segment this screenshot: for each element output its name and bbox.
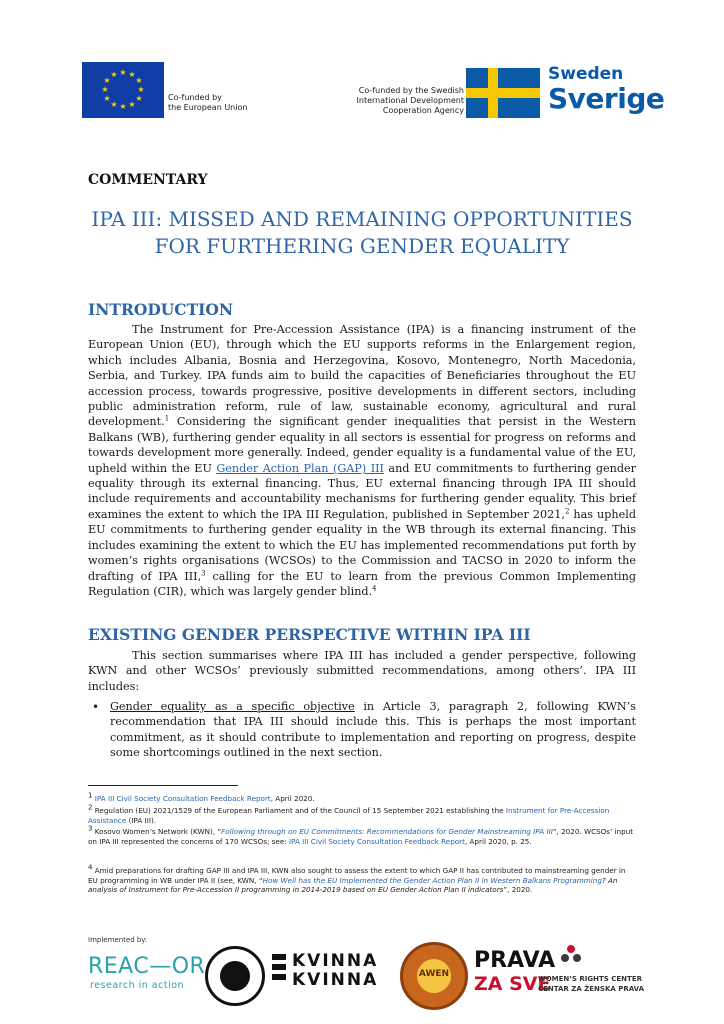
svg-text:★: ★ bbox=[135, 94, 143, 103]
footnote-2 bbox=[88, 803, 636, 825]
sverige-logo-text: Sverige bbox=[548, 82, 665, 115]
kvinna-logo-text: KVINNA bbox=[292, 970, 379, 990]
svg-text:★: ★ bbox=[119, 102, 127, 111]
svg-text:★: ★ bbox=[128, 100, 136, 109]
footnote-text: , April 2020. bbox=[270, 794, 315, 803]
footnote-4 bbox=[88, 863, 636, 895]
awen-logo bbox=[400, 942, 468, 1010]
footnote-number: 4 bbox=[88, 863, 93, 872]
za-sve-logo-text: ZA SVE bbox=[474, 973, 551, 995]
document-title bbox=[80, 206, 644, 260]
footnote-text: (IPA III). bbox=[126, 815, 157, 825]
svg-text:★: ★ bbox=[128, 70, 136, 79]
bullet-item bbox=[110, 699, 636, 761]
womens-rights-center-text: WOMEN’S RIGHTS CENTER bbox=[538, 975, 642, 983]
footnote-text: Kosovo Women’s Network (KWN), “ bbox=[92, 827, 222, 836]
footnote-1 bbox=[88, 791, 636, 804]
svg-text:★: ★ bbox=[103, 94, 111, 103]
footnote-text: ”, 2020. WCSOs’ input on IPA III represented the concerns of 170 WCSOs; see: bbox=[88, 827, 634, 846]
footnote-ref[interactable]: 3 bbox=[201, 568, 206, 577]
svg-text:★: ★ bbox=[119, 68, 127, 77]
section-heading-introduction: INTRODUCTION bbox=[88, 300, 234, 319]
footnote-3 bbox=[88, 824, 636, 846]
svg-text:★: ★ bbox=[137, 85, 145, 94]
footnote-number: 2 bbox=[88, 803, 93, 812]
eu-stars-icon bbox=[82, 62, 164, 118]
footnote-text: ”, 2020. bbox=[503, 885, 533, 895]
intro-text: calling for the EU to learn from the previous Common Implementing Regulation (CIR), which was largely gender blind. bbox=[88, 569, 637, 598]
intro-text: and EU commitments to furthering gender equality through its external financing. Thus, EU external financing through IPA III should include requirements and accountability mechanisms for furthering gender equality. This brief examines the extent to which the IPA III Regulation, published in September 2021, bbox=[88, 461, 636, 521]
footnote-link[interactable]: Following through on EU Commitments: Recommendations for Gender Mainstreaming IPA III bbox=[221, 827, 553, 836]
footnote-link[interactable]: Instrument for Pre-Accession Assistance bbox=[88, 806, 610, 825]
svg-text:★: ★ bbox=[110, 70, 118, 79]
svg-text:★: ★ bbox=[135, 76, 143, 85]
footnote-text: Amid preparations for drafting GAP III and IPA III, KWN also sought to assess the extent to which GAP II has contributed to mainstreaming gender in EU programming in WB under IPA II (see, KWN, “ bbox=[88, 866, 626, 885]
womens-rights-center-icon bbox=[560, 944, 582, 966]
title-line: IPA III: MISSED AND REMAINING OPPORTUNITIES bbox=[91, 207, 633, 231]
existing-paragraph bbox=[88, 648, 636, 694]
title-line: FOR FURTHERING GENDER EQUALITY bbox=[154, 234, 570, 258]
svg-text:★: ★ bbox=[110, 100, 118, 109]
kvinna-bars-icon bbox=[272, 954, 286, 988]
awen-logo-text: AWEN bbox=[418, 969, 450, 979]
eu-flag-logo bbox=[82, 62, 164, 118]
footnote-link[interactable]: IPA III Civil Society Consultation Feedback Report bbox=[94, 794, 271, 803]
intro-text: The Instrument for Pre-Accession Assistance (IPA) is a financing instrument of the European Union (EU), through which the EU supports reforms in the Enlargement region, which includes Albania, Bosnia and Herzegovina, Kosovo, Montenegro, North Macedonia, Serbia, and Turkey. IPA funds aim to build the capacities of Beneficiaries throughout the EU accession process, towards progressive, positive developments in different sectors, including public administration reform, rule of law, sustainable economy, agricultural and rural development. bbox=[88, 323, 636, 429]
footnote-text: ? An analysis of Instrument for Pre-Accession II programming in 2014-2019 based on EU Gender Action Plan II indicators bbox=[88, 875, 618, 895]
sweden-flag-logo bbox=[466, 68, 540, 118]
svg-text:★: ★ bbox=[103, 76, 111, 85]
eu-caption-line: Co-funded by bbox=[168, 93, 222, 102]
existing-text: This section summarises where IPA III has included a gender perspective, following KWN and other WCSOs’ previously submitted recommendations, among others’. IPA III includes: bbox=[88, 649, 636, 693]
gap-iii-link[interactable]: Gender Action Plan (GAP) III bbox=[216, 461, 384, 475]
eu-caption-line: the European Union bbox=[168, 103, 248, 112]
intro-text: Considering the significant gender inequalities that persist in the Western Balkans (WB), furthering gender equality in all sectors is essential for progress on reforms and towards development more generally. Indeed, gender equality is a fundamental value of the EU, upheld within the EU bbox=[88, 415, 636, 475]
kwn-fist-logo-icon bbox=[205, 946, 265, 1006]
footnote-divider bbox=[88, 785, 238, 786]
footnote-number: 1 bbox=[88, 791, 93, 800]
footnote-ref[interactable]: 1 bbox=[164, 414, 170, 423]
intro-paragraph bbox=[88, 322, 636, 599]
prava-logo-text: PRAVA bbox=[474, 948, 556, 973]
svg-text:★: ★ bbox=[101, 85, 109, 94]
bullet-emphasis: Gender equality as a specific objective bbox=[110, 700, 355, 713]
footnote-text: , April 2020, p. 25. bbox=[464, 836, 532, 846]
footnote-ref[interactable]: 4 bbox=[372, 584, 377, 593]
sweden-caption-line: Co-funded by the Swedish bbox=[358, 86, 464, 95]
footnote-text: Regulation (EU) 2021/1529 of the European Parliament and of the Council of 15 September 2021 establishing the bbox=[92, 806, 506, 815]
footnote-ref[interactable]: 2 bbox=[564, 507, 570, 516]
document-label: COMMENTARY bbox=[88, 172, 208, 188]
sweden-logo-text: Sweden bbox=[548, 64, 624, 84]
intro-text: has upheld EU commitments to furthering gender equality in the WB through its external financing. This includes examining the extent to which the EU has implemented recommendations put forth by women’s rights organisations (WCSOs) to the Commission and TACSO in 2020 to inform the drafting of IPA III, bbox=[88, 507, 636, 583]
sweden-cofunded-caption bbox=[336, 86, 464, 116]
sweden-caption-line: International Development bbox=[356, 96, 464, 105]
eu-cofunded-caption bbox=[168, 93, 288, 113]
sweden-caption-line: Cooperation Agency bbox=[382, 106, 464, 115]
kvinna-logo-text: KVINNA bbox=[292, 951, 379, 971]
bullet-text: in Article 3, paragraph 2, following KWN’s recommendation that IPA III should include this. This is perhaps the most important commitment, as it should contribute to implementation and reporting on progress, despite some shortcomings outlined in the next section. bbox=[110, 700, 636, 760]
implemented-by-label: Implemented by: bbox=[88, 936, 148, 944]
reactor-logo: REAC—OR bbox=[88, 954, 206, 979]
footnote-link[interactable]: IPA III Civil Society Consultation Feedback Report bbox=[288, 836, 465, 846]
footnote-number: 3 bbox=[88, 824, 93, 833]
section-heading-existing-gender-perspective: EXISTING GENDER PERSPECTIVE WITHIN IPA III bbox=[88, 625, 531, 644]
bullet-icon: • bbox=[92, 700, 100, 714]
reactor-tagline: research in action bbox=[90, 980, 185, 991]
footnote-link[interactable]: How Well has the EU Implemented the Gender Action Plan II in Western Balkans Programming bbox=[262, 875, 602, 885]
centar-za-zenska-prava-text: CENTAR ZA ŽENSKA PRAVA bbox=[538, 985, 645, 993]
